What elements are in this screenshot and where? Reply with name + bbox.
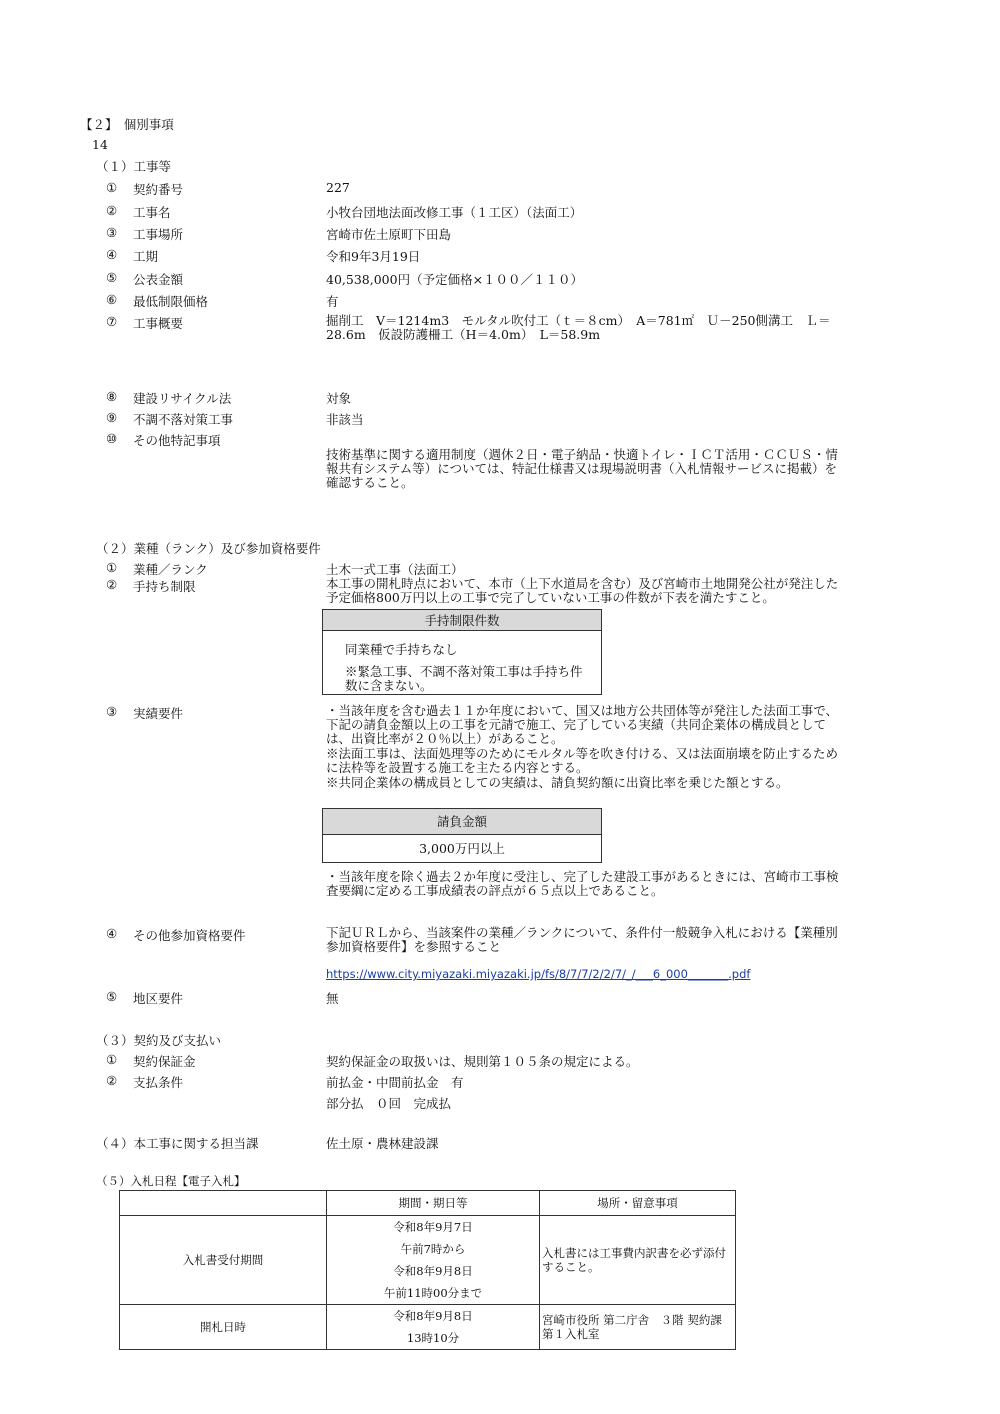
item-no: ④ — [106, 926, 118, 941]
item-label: 工事名 — [133, 205, 171, 220]
date-line: 令和8年9月8日 — [393, 1264, 473, 1278]
table-header-cell: 場所・留意事項 — [540, 1191, 736, 1216]
item-label: その他特記事項 — [133, 433, 221, 448]
item-label: 実績要件 — [133, 706, 184, 721]
item-label: 工期 — [133, 249, 159, 264]
item-value: 40,538,000円（予定価格×１００／１１０） — [326, 272, 584, 287]
holding-limit-note: ※緊急工事、不調不落対策工事は手持ち件数に含まない。 — [345, 664, 583, 693]
contract-amount-value: 3,000万円以上 — [322, 835, 602, 863]
performance-paragraph-2: ※法面工事は、法面処理等のためにモルタル等を吹き付ける、又は法面崩壊を防止するために法枠等を設置する施工を主たる内容とする。 — [326, 746, 839, 775]
item-value: 無 — [326, 991, 339, 1006]
item-no: ④ — [106, 247, 118, 262]
item-no: ⑤ — [106, 270, 118, 285]
item-value: 土木一式工事（法面工） — [326, 562, 464, 577]
section-header: 【２】 個別事項 — [80, 117, 174, 132]
item-label: 最低制限価格 — [133, 294, 209, 309]
bid-schedule-table — [119, 1190, 736, 1350]
item-value: 小牧台団地法面改修工事（１工区）（法面工） — [326, 205, 583, 220]
section-3-title: （３）契約及び支払い — [96, 1033, 222, 1048]
item-label: 公表金額 — [133, 272, 184, 287]
item-value: 有 — [326, 294, 339, 309]
table-row — [120, 1216, 736, 1305]
date-line: 令和8年9月8日 — [393, 1309, 473, 1323]
item-label: 業種／ランク — [133, 562, 208, 577]
holding-limit-text: 同業種で手持ちなし — [345, 642, 458, 657]
contract-amount-box-header: 請負金額 — [322, 808, 602, 835]
section-4-title: （４）本工事に関する担当課 — [96, 1136, 259, 1151]
item-value: 技術基準に関する適用制度（週休２日・電子納品・快適トイレ・ＩＣＴ活用・ＣＣＵＳ・情報共有システム等）については、特記仕様書又は現場説明書（入札情報サービスに掲載）を確認すること。 — [326, 447, 838, 490]
item-no: ① — [106, 180, 118, 195]
row-label: 開札日時 — [120, 1305, 327, 1350]
item-label: 支払条件 — [133, 1075, 184, 1090]
item-value: 227 — [326, 180, 350, 195]
item-no: ③ — [106, 225, 118, 240]
item-no: ① — [106, 1052, 118, 1067]
item-no: ③ — [106, 704, 118, 719]
row-note: 宮崎市役所 第二庁舎 ３階 契約課 第１入札室 — [540, 1305, 736, 1350]
item-label: 地区要件 — [133, 991, 184, 1006]
item-label: 契約保証金 — [133, 1054, 196, 1069]
item-value: 本工事の開札時点において、本市（上下水道局を含む）及び宮崎市土地開発公社が発注した予定価格800万円以上の工事で完了していない工事の件数が下表を満たすこと。 — [326, 576, 839, 605]
item-no: ⑤ — [106, 989, 118, 1004]
item-no: ② — [106, 577, 118, 592]
row-dates — [327, 1216, 540, 1305]
performance-paragraph-3: ※共同企業体の構成員としての実績は、請負契約額に出資比率を乗じた額とする。 — [326, 775, 789, 790]
item-no: ② — [106, 203, 118, 218]
item-label: 手持ち制限 — [133, 579, 196, 594]
item-label: 不調不落対策工事 — [133, 412, 234, 427]
item-value: 掘削工 V＝1214m3 モルタル吹付工（ｔ＝８cm） A＝781㎡ Ｕ－250側溝工 Ｌ＝28.6m 仮設防護柵工（H＝4.0m） L＝58.9m — [326, 313, 831, 342]
item-value: 前払金・中間前払金 有 — [326, 1075, 464, 1090]
item-value: 令和9年3月19日 — [326, 249, 421, 264]
table-header-cell — [120, 1191, 327, 1216]
item-label: 工事場所 — [133, 227, 184, 242]
item-value: 契約保証金の取扱いは、規則第１０５条の規定による。 — [326, 1054, 639, 1069]
item-label: 工事概要 — [133, 316, 184, 331]
performance-paragraph-4: ・当該年度を除く過去２か年度に受注し、完了した建設工事があるときには、宮崎市工事検査要綱に定める工事成績表の評点が６５点以上であること。 — [326, 869, 839, 898]
date-line: 午前11時00分まで — [383, 1286, 483, 1300]
row-note: 入札書には工事費内訳書を必ず添付すること。 — [540, 1216, 736, 1305]
item-value: 下記ＵＲＬから、当該案件の業種／ランクについて、条件付一般競争入札における【業種別参加資格要件】を参照すること — [326, 925, 838, 954]
table-header-row — [120, 1191, 736, 1216]
row-label: 入札書受付期間 — [120, 1216, 327, 1305]
section-1-title: （１）工事等 — [96, 159, 172, 174]
item-value: 非該当 — [326, 412, 364, 427]
item-label: 建設リサイクル法 — [133, 391, 232, 406]
section-2-title: （２）業種（ランク）及び参加資格要件 — [96, 541, 321, 556]
item-value: 宮崎市佐土原町下田島 — [326, 227, 452, 242]
date-line: 午前7時から — [400, 1242, 466, 1256]
date-line: 13時10分 — [406, 1331, 460, 1345]
item-value: 対象 — [326, 391, 352, 406]
item-no: ⑦ — [106, 314, 118, 329]
holding-limit-box-header: 手持制限件数 — [322, 609, 602, 631]
item-no: ⑩ — [106, 431, 118, 446]
table-row — [120, 1305, 736, 1350]
date-line: 令和8年9月7日 — [393, 1220, 473, 1234]
item-no: ① — [106, 560, 118, 575]
item-no: ⑨ — [106, 410, 118, 425]
page-number: 14 — [92, 137, 108, 152]
performance-paragraph-1: ・当該年度を含む過去１１か年度において、国又は地方公共団体等が発注した法面工事で、下記の請負金額以上の工事を元請で施工、完了している実績（共同企業体の構成員としては、出資比率が２０％以上）があること。 — [326, 703, 839, 746]
item-no: ② — [106, 1073, 118, 1088]
holding-limit-box — [322, 631, 602, 695]
item-label: その他参加資格要件 — [133, 928, 246, 943]
responsible-department: 佐土原・農林建設課 — [326, 1136, 439, 1151]
row-dates — [327, 1305, 540, 1350]
item-label: 契約番号 — [133, 182, 184, 197]
requirements-url-link[interactable]: https://www.city.miyazaki.miyazaki.jp/fs/8/7/7/2/2/7/_/___6_000_______.pdf — [326, 967, 751, 981]
section-5-title: （５）入札日程【電子入札】 — [96, 1174, 246, 1188]
item-no: ⑥ — [106, 292, 118, 307]
table-header-cell: 期間・期日等 — [327, 1191, 540, 1216]
item-no: ⑧ — [106, 389, 118, 404]
item-value: 部分払 ０回 完成払 — [326, 1096, 452, 1111]
